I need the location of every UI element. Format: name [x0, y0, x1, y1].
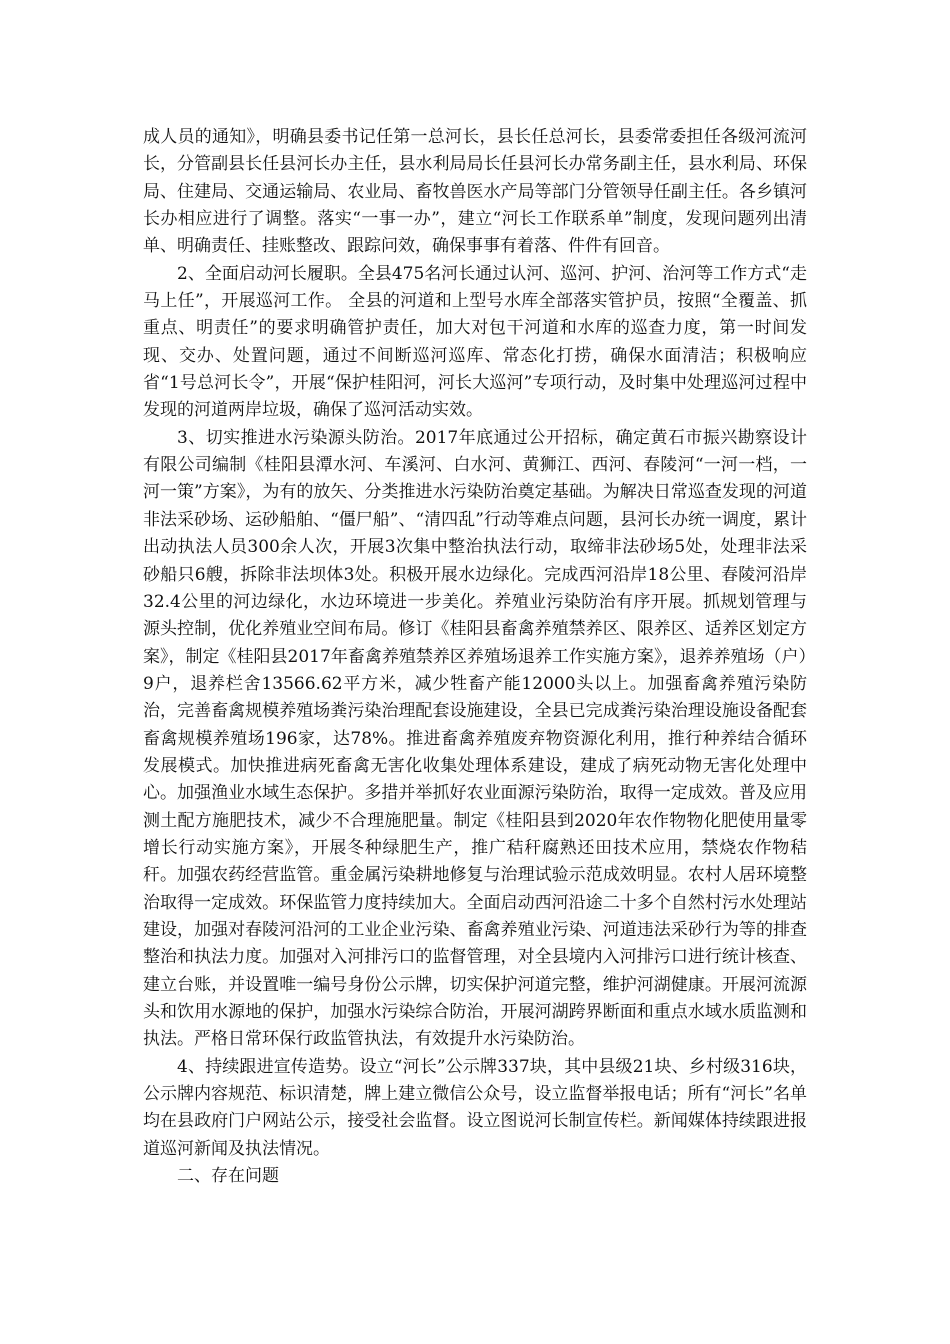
document-body: [143, 124, 807, 1190]
paragraph-publicity: 4、持续跟进宣传造势。设立“河长”公示牌337块，其中县级21块、乡村级316块，公示牌内容规范、标识清楚，牌上建立微信公众号，设立监督举报电话；所有“河长”名单均在县政府门户网站公示，接受社会监督。设立图说河长制宣传栏。新闻媒体持续跟进报道巡河新闻及执法情况。: [143, 1056, 807, 1159]
section-heading-existing-problems: 二、存在问题: [177, 1166, 279, 1187]
paragraph-river-chief-duties: 2、全面启动河长履职。全县475名河长通过认河、巡河、护河、治河等工作方式“走马上任”，开展巡河工作。 全县的河道和上型号水库全部落实管护员，按照“全覆盖、抓重点、明责任”的要求明确管护责任，加大对包干河道和水库的巡查力度，第一时间发现、交办、处置问题，通过不间断巡河巡库、常态化打捞，确保水面清洁；积极响应省“1号总河长令”，开展“保护桂阳河，河长大巡河”专项行动，及时集中处理巡河过程中发现的河道两岸垃圾，确保了巡河活动实效。: [143, 263, 807, 421]
paragraph-pollution-prevention: 3、切实推进水污染源头防治。2017年底通过公开招标，确定黄石市振兴勘察设计有限公司编制《桂阳县潭水河、车溪河、白水河、黄狮江、西河、春陵河“一河一档，一河一策”方案》，为有的放矢、分类推进水污染防治奠定基础。为解决日常巡查发现的河道非法采砂场、运砂船舶、“僵尸船”、“清四乱”行动等难点问题，县河长办统一调度，累计出动执法人员300余人次，开展3次集中整治执法行动，取缔非法砂场5处，处理非法采砂船只6艘，拆除非法坝体3处。积极开展水边绿化。完成西河沿岸18公里、春陵河沿岸32.4公里的河边绿化，水边环境进一步美化。养殖业污染防治有序开展。抓规划管理与源头控制，优化养殖业空间布局。修订《桂阳县畜禽养殖禁养区、限养区、适养区划定方案》，制定《桂阳县2017年畜禽养殖禁养区养殖场退养工作实施方案》，退养养殖场（户）9户，退养栏舍13566.62平方米，减少牲畜产能12000头以上。加强畜禽养殖污染防治，完善畜禽规模养殖场粪污染治理配套设施建设，全县已完成粪污染治理设施设备配套畜禽规模养殖场196家，达78%。推进畜禽养殖废弃物资源化利用，推行种养结合循环发展模式。加快推进病死畜禽无害化收集处理体系建设，建成了病死动物无害化处理中心。加强渔业水域生态保护。多措并举抓好农业面源污染防治，取得一定成效。普及应用测土配方施肥技术，减少不合理施肥量。制定《桂阳县到2020年农作物物化肥使用量零增长行动实施方案》，开展冬种绿肥生产，推广秸秆腐熟还田技术应用，禁烧农作物秸秆。加强农药经营监管。重金属污染耕地修复与治理试验示范成效明显。农村人居环境整治取得一定成效。环保监管力度持续加大。全面启动西河沿途二十多个自然村污水处理站建设，加强对春陵河沿河的工业企业污染、畜禽养殖业污染、河道违法采砂行为等的排查整治和执法力度。加强对入河排污口的监督管理，对全县境内入河排污口进行统计核查、建立台账，并设置唯一编号身份公示牌，切实保护河道完整，维护河湖健康。开展河流源头和饮用水源地的保护，加强水污染综合防治，开展河湖跨界断面和重点水域水质监测和执法。严格日常环保行政监管执法，有效提升水污染防治。: [143, 427, 807, 1050]
paragraph-committee-members: 成人员的通知》，明确县委书记任第一总河长，县长任总河长，县委常委担任各级河流河长，分管副县长任县河长办主任，县水利局局长任县河长办常务副主任，县水利局、环保局、住建局、交通运输局、农业局、畜牧兽医水产局等部门分管领导任副主任。各乡镇河长办相应进行了调整。落实“一事一办”，建立“河长工作联系单”制度，发现问题列出清单、明确责任、挂账整改、跟踪问效，确保事事有着落、件件有回音。: [143, 127, 807, 257]
